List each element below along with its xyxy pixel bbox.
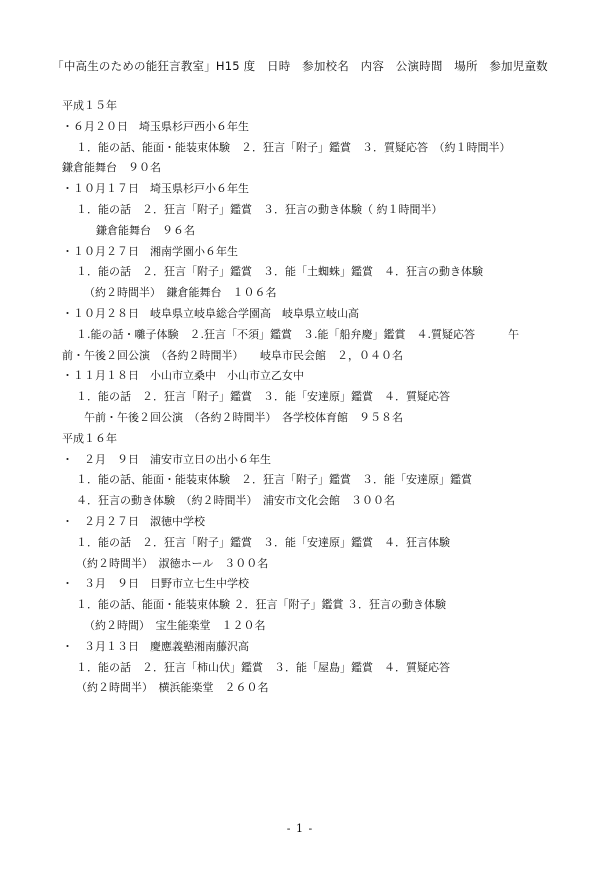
document-line: ・１０月２７日 湘南学園小６年生	[62, 244, 238, 258]
document-line: 鎌倉能舞台 ９６名	[96, 223, 195, 237]
document-line: １.能の話・囃子体験 ２.狂言「不須」鑑賞 ３.能「船弁慶」鑑賞 ４.質疑応答 午	[76, 327, 519, 341]
document-line: （約２時間半） 横浜能楽堂 ２６０名	[76, 681, 269, 695]
document-line: ・ ３月１３日 慶應義塾湘南藤沢高	[62, 639, 249, 653]
document-line: １．能の話 ２．狂言「附子」鑑賞 ３．能「安達原」鑑賞 ４．狂言体験	[76, 535, 450, 549]
document-line: １．能の話 ２．狂言「附子」鑑賞 ３．狂言の動き体験（ 約１時間半）	[76, 202, 443, 216]
document-line: １．能の話 ２．狂言「附子」鑑賞 ３．能「土蜘蛛」鑑賞 ４．狂言の動き体験	[76, 265, 483, 279]
document-line: （約２時間） 宝生能楽堂 １２０名	[84, 618, 266, 632]
document-line: ・６月２０日 埼玉県杉戸西小６年生	[62, 119, 249, 133]
document-line: ・１０月２８日 岐阜県立岐阜総合学園高 岐阜県立岐山高	[62, 306, 359, 320]
document-line: 平成１５年	[62, 99, 117, 112]
document-line: 鎌倉能舞台 ９０名	[62, 161, 161, 175]
document-line: ・ ２月 ９日 浦安市立日の出小６年生	[62, 452, 271, 466]
document-line: （約２時間半） 鎌倉能舞台 １０６名	[84, 286, 277, 300]
document-title: 「中高生のための能狂言教室」H15 度 日時 参加校名 内容 公演時間 場所 参加児童数	[52, 59, 548, 73]
document-line: ・ ２月２７日 淑徳中学校	[62, 514, 205, 528]
document-line: 午前・午後２回公演 （各約２時間半） 各学校体育館 ９５８名	[84, 410, 403, 424]
document-line: １．能の話、能面・能装束体験 ２．狂言「附子」鑑賞 ３．質疑応答 （約１時間半）	[76, 140, 511, 154]
document-line: 前・午後２回公演 （各約２時間半） 岐阜市民会館 ２，０４０名	[62, 348, 403, 362]
document-line: １．能の話、能面・能装束体験 ２．狂言「附子」鑑賞 ３．狂言の動き体験	[76, 598, 446, 612]
document-line: ・ ３月 ９日 日野市立七生中学校	[62, 577, 249, 591]
document-line: ・１１月１８日 小山市立桑中 小山市立乙女中	[62, 369, 304, 383]
document-line: ・１０月１７日 埼玉県杉戸小６年生	[62, 182, 249, 196]
document-line: １．能の話、能面・能装束体験 ２．狂言「附子」鑑賞 ３．能「安達原」鑑賞	[76, 473, 472, 487]
document-line: ４．狂言の動き体験 （約２時間半） 浦安市文化会館 ３００名	[76, 494, 395, 508]
document-line: 平成１６年	[62, 431, 117, 445]
page-number: - 1 -	[286, 822, 314, 835]
document-body	[62, 96, 542, 699]
document-line: １．能の話 ２．狂言「柿山伏」鑑賞 ３．能「屋島」鑑賞 ４．質疑応答	[76, 660, 450, 674]
document-line: １．能の話 ２．狂言「附子」鑑賞 ３．能「安達原」鑑賞 ４．質疑応答	[76, 390, 450, 404]
document-line: （約２時間半） 淑徳ホール ３００名	[76, 556, 269, 570]
